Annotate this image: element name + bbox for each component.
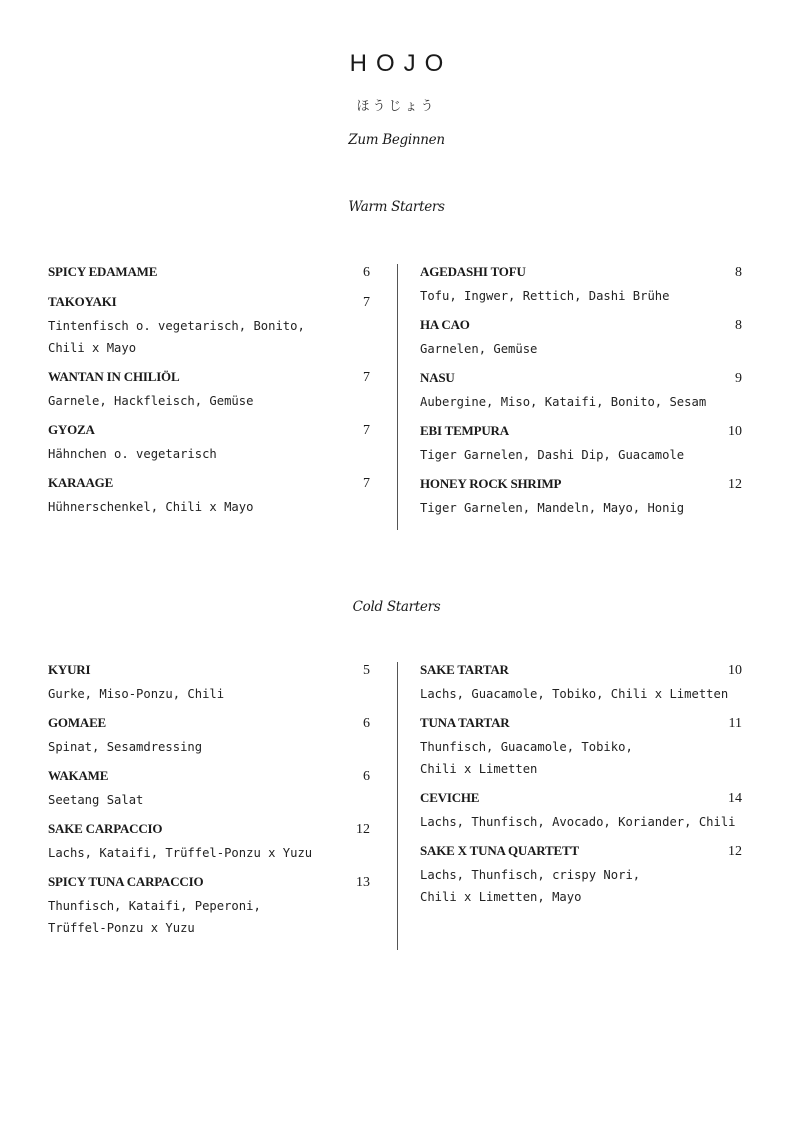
menu-item-header bbox=[420, 843, 742, 863]
menu-item-description: Seetang Salat bbox=[48, 793, 144, 807]
menu-item-description: Hähnchen o. vegetarisch bbox=[48, 447, 217, 461]
menu-item-header bbox=[420, 423, 742, 443]
menu-item-header bbox=[48, 874, 370, 894]
warm-starters-right-column bbox=[420, 264, 742, 529]
section-title-warm: Warm Starters bbox=[348, 199, 445, 215]
menu-item-header bbox=[48, 422, 370, 442]
menu-item-description: Gurke, Miso-Ponzu, Chili bbox=[48, 687, 225, 701]
menu-item bbox=[420, 317, 742, 360]
menu-item bbox=[48, 369, 370, 412]
menu-item bbox=[420, 423, 742, 466]
menu-item-name: KYURI bbox=[48, 662, 91, 677]
menu-item-price: 10 bbox=[728, 663, 742, 678]
menu-item-price: 7 bbox=[363, 295, 370, 310]
menu-item bbox=[420, 370, 742, 413]
menu-item-name: TAKOYAKI bbox=[48, 294, 117, 309]
menu-item bbox=[48, 715, 370, 758]
warm-starters-left-column bbox=[48, 264, 370, 528]
menu-item-price: 8 bbox=[735, 318, 742, 333]
menu-item bbox=[420, 476, 742, 519]
menu-item-price: 5 bbox=[363, 663, 370, 678]
menu-item-header bbox=[420, 317, 742, 337]
menu-item-name: GOMAEE bbox=[48, 715, 107, 730]
menu-item bbox=[48, 294, 370, 359]
menu-item-name: WANTAN IN CHILIÖL bbox=[48, 369, 180, 384]
menu-item-header bbox=[48, 264, 370, 284]
menu-item-description: Garnele, Hackfleisch, Gemüse bbox=[48, 394, 254, 408]
menu-item-header bbox=[48, 662, 370, 682]
menu-item-price: 6 bbox=[363, 769, 370, 784]
menu-item bbox=[48, 821, 370, 864]
menu-item-header bbox=[420, 715, 742, 735]
menu-item-price: 9 bbox=[735, 371, 742, 386]
menu-item-description: Garnelen, Gemüse bbox=[420, 342, 538, 356]
menu-item-price: 12 bbox=[728, 477, 742, 492]
menu-item-price: 14 bbox=[728, 791, 742, 806]
menu-item-header bbox=[48, 821, 370, 841]
column-divider bbox=[397, 662, 398, 950]
menu-item-name: SAKE TARTAR bbox=[420, 662, 509, 677]
menu-item bbox=[420, 790, 742, 833]
menu-item bbox=[48, 662, 370, 705]
menu-item-price: 6 bbox=[363, 265, 370, 280]
menu-item-name: GYOZA bbox=[48, 422, 95, 437]
menu-item-header bbox=[420, 264, 742, 284]
section-title-cold: Cold Starters bbox=[352, 599, 441, 615]
menu-item bbox=[48, 264, 370, 284]
menu-item-header bbox=[420, 370, 742, 390]
menu-item bbox=[420, 715, 742, 780]
menu-item-description: Lachs, Guacamole, Tobiko, Chili x Limetten bbox=[420, 687, 729, 701]
menu-item-header bbox=[420, 790, 742, 810]
menu-item-description: Lachs, Thunfisch, crispy Nori, Chili x Limetten, Mayo bbox=[420, 868, 641, 904]
menu-item-description: Tiger Garnelen, Dashi Dip, Guacamole bbox=[420, 448, 685, 462]
menu-item-description: Tofu, Ingwer, Rettich, Dashi Brühe bbox=[420, 289, 670, 303]
menu-item-price: 8 bbox=[735, 265, 742, 280]
menu-item-name: NASU bbox=[420, 370, 455, 385]
menu-item-price: 12 bbox=[356, 822, 370, 837]
menu-item-name: EBI TEMPURA bbox=[420, 423, 509, 438]
menu-item bbox=[48, 768, 370, 811]
menu-item-description: Aubergine, Miso, Kataifi, Bonito, Sesam bbox=[420, 395, 707, 409]
menu-item bbox=[48, 874, 370, 939]
menu-item-name: KARAAGE bbox=[48, 475, 114, 490]
menu-item-price: 13 bbox=[356, 875, 370, 890]
menu-item-name: TUNA TARTAR bbox=[420, 715, 510, 730]
menu-item-name: SPICY EDAMAME bbox=[48, 264, 158, 279]
menu-item bbox=[420, 662, 742, 705]
menu-item-header bbox=[420, 476, 742, 496]
menu-item-name: SAKE X TUNA QUARTETT bbox=[420, 843, 579, 858]
restaurant-logo: HOJO bbox=[349, 50, 453, 77]
menu-item-description: Thunfisch, Kataifi, Peperoni, Trüffel-Ponzu x Yuzu bbox=[48, 899, 261, 935]
menu-item-header bbox=[420, 662, 742, 682]
menu-item-name: HA CAO bbox=[420, 317, 470, 332]
menu-item bbox=[48, 475, 370, 518]
menu-item-description: Lachs, Kataifi, Trüffel-Ponzu x Yuzu bbox=[48, 846, 313, 860]
menu-item-price: 6 bbox=[363, 716, 370, 731]
menu-item bbox=[420, 264, 742, 307]
column-divider bbox=[397, 264, 398, 530]
menu-item bbox=[48, 422, 370, 465]
menu-item-price: 11 bbox=[728, 716, 742, 731]
menu-item-name: CEVICHE bbox=[420, 790, 480, 805]
menu-item-price: 7 bbox=[363, 370, 370, 385]
menu-item-header bbox=[48, 294, 370, 314]
menu-item-description: Thunfisch, Guacamole, Tobiko, Chili x Limetten bbox=[420, 740, 633, 776]
menu-item bbox=[420, 843, 742, 908]
menu-item-price: 12 bbox=[728, 844, 742, 859]
menu-item-header bbox=[48, 475, 370, 495]
menu-item-price: 10 bbox=[728, 424, 742, 439]
japanese-name: ほうじょう bbox=[356, 99, 437, 114]
menu-item-name: SAKE CARPACCIO bbox=[48, 821, 163, 836]
menu-item-description: Hühnerschenkel, Chili x Mayo bbox=[48, 500, 254, 514]
menu-item-description: Lachs, Thunfisch, Avocado, Koriander, Chili bbox=[420, 815, 736, 829]
menu-item-description: Spinat, Sesamdressing bbox=[48, 740, 203, 754]
menu-item-header bbox=[48, 768, 370, 788]
menu-item-name: AGEDASHI TOFU bbox=[420, 264, 526, 279]
menu-item-price: 7 bbox=[363, 476, 370, 491]
menu-item-name: WAKAME bbox=[48, 768, 109, 783]
menu-item-description: Tiger Garnelen, Mandeln, Mayo, Honig bbox=[420, 501, 685, 515]
menu-item-header bbox=[48, 715, 370, 735]
menu-item-name: HONEY ROCK SHRIMP bbox=[420, 476, 562, 491]
menu-item-description: Tintenfisch o. vegetarisch, Bonito, Chili x Mayo bbox=[48, 319, 305, 355]
menu-item-price: 7 bbox=[363, 423, 370, 438]
menu-subtitle: Zum Beginnen bbox=[348, 132, 445, 148]
cold-starters-left-column bbox=[48, 662, 370, 949]
cold-starters-right-column bbox=[420, 662, 742, 918]
menu-item-header bbox=[48, 369, 370, 389]
menu-item-name: SPICY TUNA CARPACCIO bbox=[48, 874, 204, 889]
